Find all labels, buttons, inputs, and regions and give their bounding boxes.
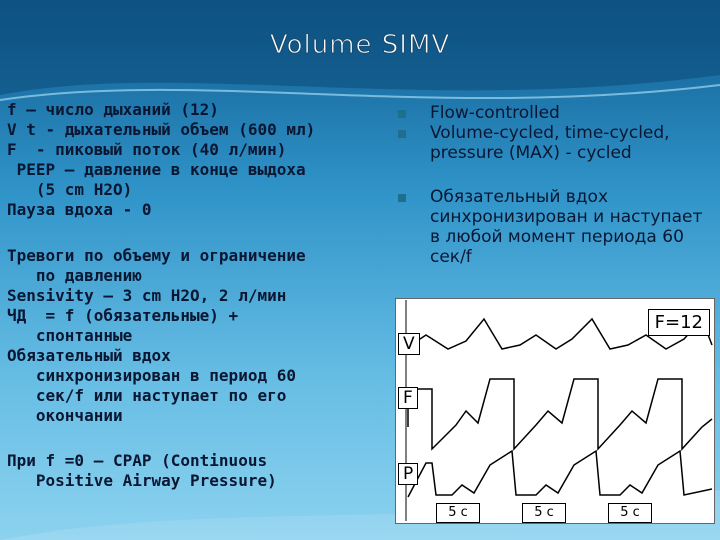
bullet-square-icon	[398, 194, 406, 202]
time-mark: 5 c	[436, 503, 480, 523]
bullet-text: Обязательный вдох синхронизирован и наступает в любой момент периода 60 сек/f	[430, 187, 703, 267]
bullet-text: Volume-cycled, time-cycled, pressure (MAX) - cycled	[430, 123, 670, 163]
settings-text	[7, 100, 382, 491]
bullet-item	[395, 187, 713, 267]
bullet-item	[395, 123, 713, 163]
text-line: Обязательный вдох	[7, 346, 171, 365]
bullet-item	[395, 103, 713, 123]
mode-features	[395, 103, 713, 267]
text-line: Positive Airway Pressure)	[7, 471, 277, 490]
waveform-panel	[395, 298, 715, 524]
slide-title: Volume SIMV	[269, 30, 451, 60]
volume-channel-label: V	[398, 333, 420, 355]
text-line: спонтанные	[7, 326, 133, 345]
flow-trace	[408, 379, 712, 449]
text-line: f – число дыханий (12)	[7, 100, 219, 119]
time-mark: 5 c	[522, 503, 566, 523]
frequency-label: F=12	[648, 309, 710, 336]
bullet-text: Flow-controlled	[430, 103, 560, 123]
bullet-square-icon	[398, 110, 406, 118]
text-line: ЧД = f (обязательные) +	[7, 306, 239, 325]
pressure-channel-label: P	[398, 463, 418, 485]
text-line: (5 cm H2O)	[7, 180, 133, 199]
text-line: Тревоги по объему и ограничение	[7, 246, 306, 265]
text-line: синхронизирован в период 60	[7, 366, 296, 385]
text-line: Sensivity – 3 cm H2O, 2 л/мин	[7, 286, 287, 305]
pressure-trace	[408, 451, 712, 497]
text-line: F - пиковый поток (40 л/мин)	[7, 140, 287, 159]
text-line: окончании	[7, 406, 123, 425]
time-mark: 5 c	[608, 503, 652, 523]
text-line: сек/f или наступает по его	[7, 386, 287, 405]
text-line: PEEP – давление в конце выдоха	[7, 160, 306, 179]
text-line: V t - дыхательный объем (600 мл)	[7, 120, 316, 139]
bullet-square-icon	[398, 130, 406, 138]
text-line: При f =0 – CPAP (Continuous	[7, 451, 268, 470]
text-line: по давлению	[7, 266, 142, 285]
flow-channel-label: F	[398, 387, 418, 409]
text-line: Пауза вдоха - 0	[7, 200, 152, 219]
